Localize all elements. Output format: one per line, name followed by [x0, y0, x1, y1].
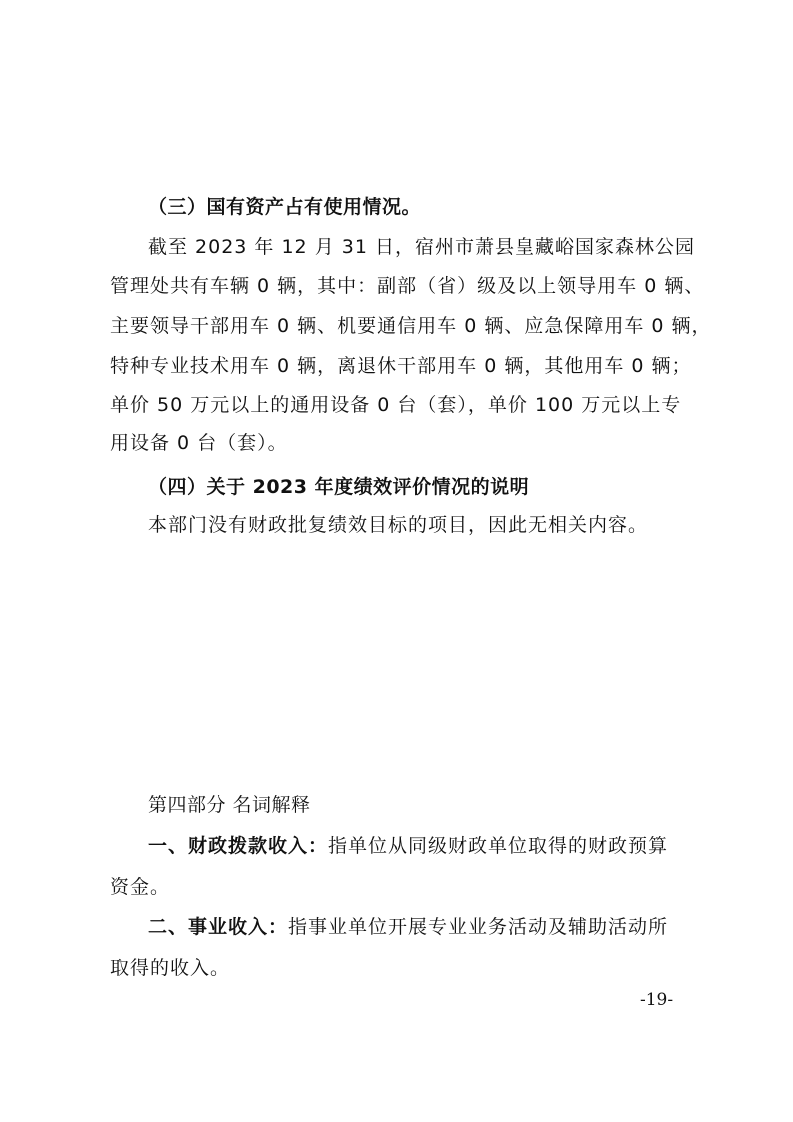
- page-number: -19-: [640, 990, 674, 1010]
- term-text: 指事业单位开展专业业务活动及辅助活动所: [288, 916, 669, 938]
- paragraph-line: 主要领导干部用车 0 辆、机要通信用车 0 辆、应急保障用车 0 辆，: [110, 315, 712, 337]
- term-definition: [148, 912, 690, 942]
- term-label: 二、事业收入：: [148, 916, 289, 938]
- paragraph-line: 本部门没有财政批复绩效目标的项目，因此无相关内容。: [148, 514, 649, 536]
- section-heading-state-assets: （三）国有资产占有使用情况。: [148, 196, 422, 218]
- term-label: 一、财政拨款收入：: [148, 835, 329, 857]
- term-continuation: 资金。: [110, 876, 171, 898]
- part-title: 第四部分 名词解释: [148, 794, 311, 816]
- paragraph-line: 单价 50 万元以上的通用设备 0 台（套），单价 100 万元以上专: [110, 394, 682, 416]
- section-heading-performance: （四）关于 2023 年度绩效评价情况的说明: [148, 476, 530, 498]
- paragraph-line: 截至 2023 年 12 月 31 日，宿州市萧县皇藏峪国家森林公园: [148, 236, 695, 258]
- term-continuation: 取得的收入。: [110, 957, 231, 979]
- paragraph-line: 管理处共有车辆 0 辆，其中：副部（省）级及以上领导用车 0 辆、: [110, 275, 705, 297]
- term-text: 指单位从同级财政单位取得的财政预算: [328, 835, 669, 857]
- term-definition: [148, 831, 690, 861]
- paragraph-line: 特种专业技术用车 0 辆，离退休干部用车 0 辆，其他用车 0 辆；: [110, 355, 692, 377]
- paragraph-line: 用设备 0 台（套）。: [110, 432, 288, 454]
